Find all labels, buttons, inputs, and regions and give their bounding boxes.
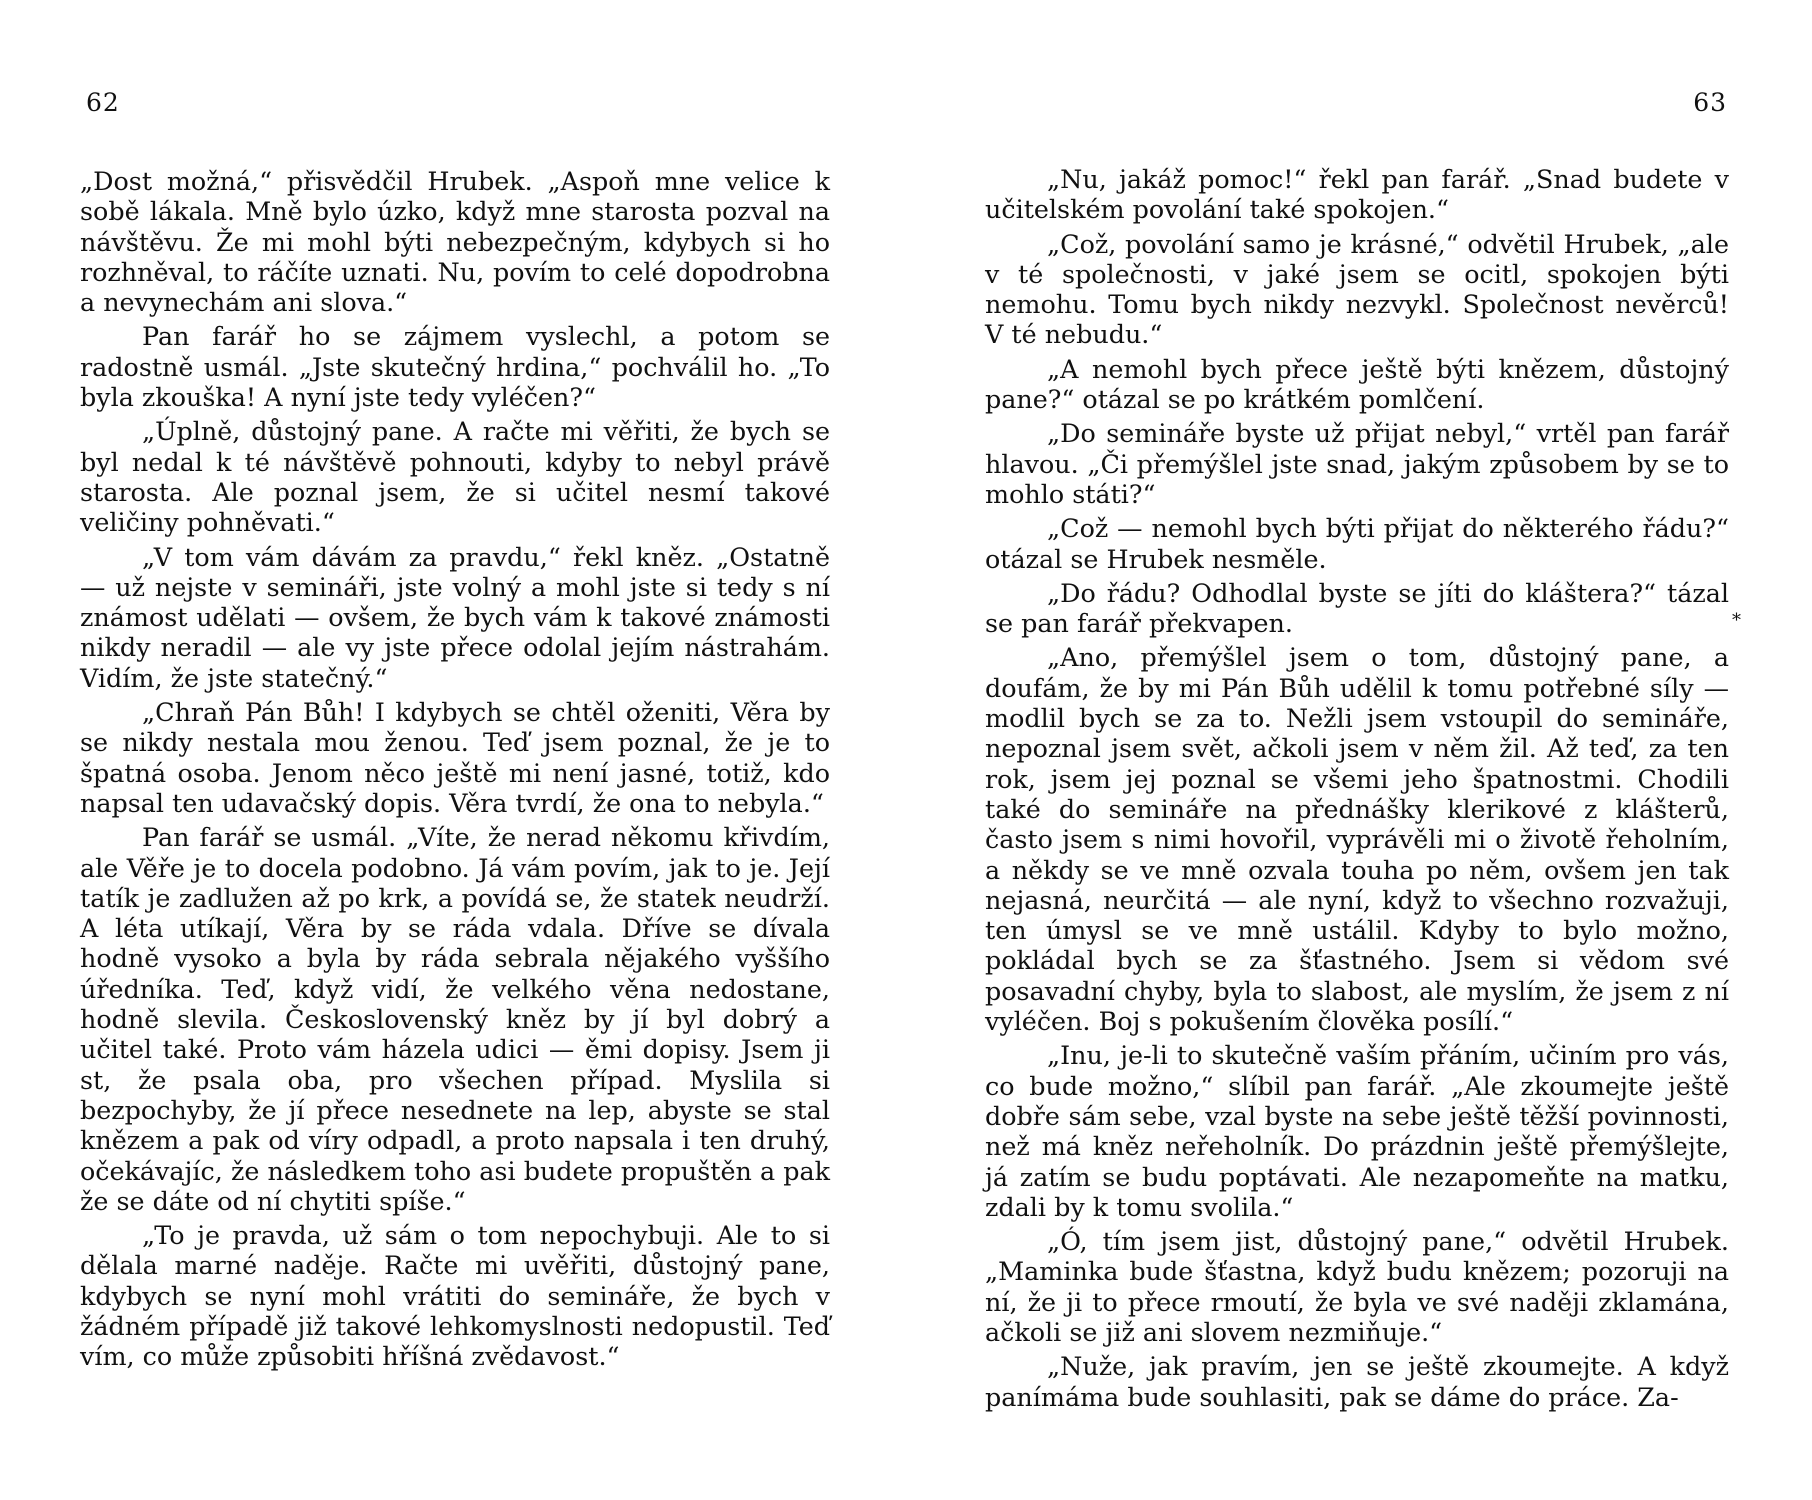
right-page-text	[985, 164, 1729, 1416]
paragraph: „Nuže, jak pravím, jen se ještě zkoumejte. A když panímáma bude souhlasiti, pak se dáme do práce. Za-	[985, 1351, 1729, 1412]
paragraph: „Ano, přemýšlel jsem o tom, důstojný pane, a doufám, že by mi Pán Bůh udělil k tomu potřebné síly — modlil bych se za to. Nežli jsem vstoupil do semináře, nepoznal jsem svět, ačkoli jsem v něm žil. Až teď, za ten rok, jsem jej poznal se všemi jeho špatnostmi. Chodili také do semináře na přednášky klerikové z klášterů, často jsem s nimi hovořil, vyprávěli mi o životě řeholním, a někdy se ve mně ozvala touha po něm, ovšem jen tak nejasná, neurčitá — ale nyní, když to všechno rozvažuji, ten úmysl se ve mně ustálil. Kdyby to bylo možno, pokládal bych se za šťastného. Jsem si vědom své posavadní chyby, byla to slabost, ale myslím, že jsem z ní vyléčen. Boj s pokušením člověka posílí.“	[985, 642, 1729, 1037]
paragraph: „Do řádu? Odhodlal byste se jíti do kláštera?“ tázal se pan farář překvapen.	[985, 577, 1729, 639]
paragraph: „Což, povolání samo je krásné,“ odvětil Hrubek, „ale v té společnosti, v jaké jsem se ocitl, spokojen býti nemohu. Tomu bych nikdy nezvykl. Společnost nevěrců! V té nebudu.“	[985, 228, 1729, 350]
left-page-text	[80, 166, 830, 1376]
right-page	[985, 0, 1729, 1500]
paragraph: „Chraň Pán Bůh! I kdybych se chtěl oženiti, Věra by se nikdy nestala mou ženou. Teď jsem poznal, že je to špatná osoba. Jenom něco ještě mi není jasné, totiž, kdo napsal ten udavačský dopis. Věra tvrdí, že ona to nebyla.“	[80, 697, 830, 818]
page-number-right: 63	[1693, 88, 1727, 117]
paragraph: Pan farář se usmál. „Víte, že nerad někomu křivdím, ale Věře je to docela podobno. Já vám povím, jak to je. Její tatík je zadlužen až po krk, a povídá se, že statek neudrží. A léta utíkají, Věra by se ráda vdala. Dříve se dívala hodně vysoko a byla by ráda sebrala nějakého vyššího úředníka. Teď, když vidí, že velkého věna nedostane, hodně slevila. Československý kněz by jí byl dobrý a učitel také. Proto vám házela udici — ěmi dopisy. Jsem ji st, že psala oba, pro všechen případ. Myslila si bezpochyby, že jí přece nesednete na lep, abyste se stal knězem a pak od víry odpadl, a proto napsala i ten druhý, očekávajíc, že následkem toho asi budete propuštěn a pak že se dáte od ní chytiti spíše.“	[80, 822, 830, 1216]
margin-mark: *	[1732, 610, 1741, 631]
left-page	[80, 0, 830, 1500]
paragraph: „Dost možná,“ přisvědčil Hrubek. „Aspoň mne velice k sobě lákala. Mně bylo úzko, když mne starosta pozval na návštěvu. Že mi mohl býti nebezpečným, kdybych si ho rozhněval, to ráčíte uznati. Nu, povím to celé dopodrobna a nevynechám ani slova.“	[80, 166, 830, 318]
paragraph: „Úplně, důstojný pane. A račte mi věřiti, že bych se byl nedal k té návštěvě pohnouti, kdyby to nebyl právě starosta. Ale poznal jsem, že si učitel nesmí takové veličiny pohněvati.“	[80, 416, 830, 538]
paragraph: „Nu, jakáž pomoc!“ řekl pan farář. „Snad budete v učitelském povolání také spokojen.“	[985, 164, 1729, 225]
paragraph: „Do semináře byste už přijat nebyl,“ vrtěl pan farář hlavou. „Či přemýšlel jste snad, jakým způsobem by se to mohlo státi?“	[985, 418, 1729, 509]
paragraph: Pan farář ho se zájmem vyslechl, a potom se radostně usmál. „Jste skutečný hrdina,“ pochválil ho. „To byla zkouška! A nyní jste tedy vyléčen?“	[80, 321, 830, 413]
paragraph: „A nemohl bych přece ještě býti knězem, důstojný pane?“ otázal se po krátkém pomlčení.	[985, 353, 1729, 415]
paragraph: „Což — nemohl bych býti přijat do některého řádu?“ otázal se Hrubek nesměle.	[985, 513, 1729, 574]
page-number-left: 62	[86, 88, 120, 117]
paragraph: „V tom vám dávám za pravdu,“ řekl kněz. „Ostatně — už nejste v semináři, jste volný a mohl jste si tedy s ní známost udělati — ovšem, že bych vám k takové známosti nikdy neradil — ale vy jste přece odolal jejím nástrahám. Vidím, že jste statečný.“	[80, 541, 830, 693]
paragraph: „To je pravda, už sám o tom nepochybuji. Ale to si dělala marné naděje. Račte mi uvěřiti, důstojný pane, kdybych se nyní mohl vrátiti do semináře, že bych v žádném případě již takové lehkomyslnosti nedopustil. Teď vím, co může způsobiti hříšná zvědavost.“	[80, 1220, 830, 1372]
paragraph: „Inu, je-li to skutečně vaším přáním, učiním pro vás, co bude možno,“ slíbil pan farář. „Ale zkoumejte ještě dobře sám sebe, vzal byste na sebe ještě těžší povinnosti, než má kněz neřeholník. Do prázdnin ještě přemýšlejte, já zatím se budu poptávati. Ale nezapomeňte na matku, zdali by k tomu svolila.“	[985, 1040, 1729, 1222]
paragraph: „Ó, tím jsem jist, důstojný pane,“ odvětil Hrubek. „Maminka bude šťastna, když budu knězem; pozoruji na ní, že ji to přece rmoutí, že byla ve své naději zklamána, ačkoli se již ani slovem nezmiňuje.“	[985, 1226, 1729, 1347]
